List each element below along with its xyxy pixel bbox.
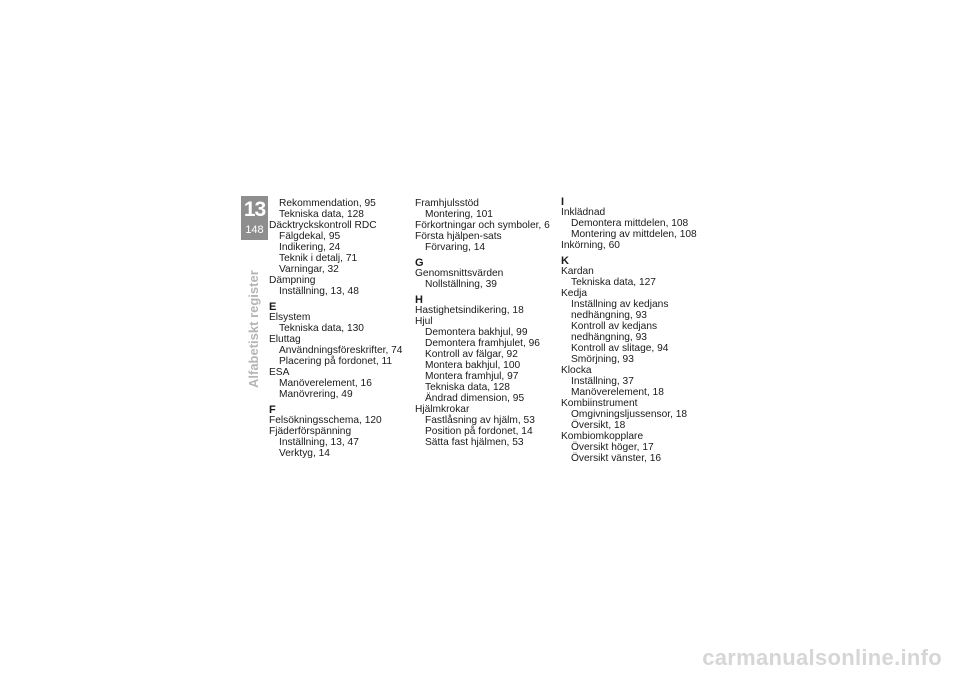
index-subentry: Montera bakhjul, 100 [425,360,521,371]
index-subentry: Manövrering, 49 [279,389,353,400]
index-entry: ESA [269,367,290,378]
index-entry: Hastighetsindikering, 18 [415,305,524,316]
index-subentry: Demontera mittdelen, 108 [571,218,689,229]
index-entry: Hjul [415,316,433,327]
page-number: 148 [245,224,264,236]
index-entry: Klocka [561,365,592,376]
index-subentry: Nollställning, 39 [425,279,497,290]
index-subentry: nedhängning, 93 [571,310,647,321]
index-subentry: Sätta fast hjälmen, 53 [425,437,524,448]
index-subentry: Tekniska data, 128 [425,382,510,393]
index-subentry: Rekommendation, 95 [279,198,376,209]
index-subentry: Manöverelement, 18 [571,387,664,398]
index-letter-heading: I [561,196,565,208]
index-subentry: Omgivningsljussensor, 18 [571,409,688,420]
index-subentry: Inställning av kedjans [571,299,669,310]
index-entry: Framhjulsstöd [415,198,479,209]
index-subentry: Montering av mittdelen, 108 [571,229,697,240]
index-entry: Genomsnittsvärden [415,268,504,279]
index-subentry: Demontera bakhjul, 99 [425,327,528,338]
index-column-3 [561,198,701,464]
index-letter-heading: G [415,257,424,269]
index-subentry: Montera framhjul, 97 [425,371,519,382]
index-subentry: Tekniska data, 130 [279,323,364,334]
index-subentry: Position på fordonet, 14 [425,426,533,437]
index-entry: Förkortningar och symboler, 6 [415,220,550,231]
index-entry: Inklädnad [561,207,606,218]
index-column-1 [269,198,409,459]
index-subentry: Användningsföreskrifter, 74 [279,345,403,356]
index-subentry: nedhängning, 93 [571,332,647,343]
index-letter-heading: H [415,294,423,306]
index-subentry: Fälgdekal, 95 [279,231,341,242]
index-letter-heading: F [269,404,276,416]
index-subentry: Demontera framhjulet, 96 [425,338,540,349]
index-entry: Eluttag [269,334,301,345]
index-subentry: Indikering, 24 [279,242,341,253]
index-subentry: Manöverelement, 16 [279,378,372,389]
index-subentry: Tekniska data, 128 [279,209,364,220]
index-subentry: Översikt, 18 [571,420,626,431]
index-entry: Dämpning [269,275,316,286]
index-subentry: Inställning, 37 [571,376,634,387]
index-entry: Felsökningsschema, 120 [269,415,382,426]
index-subentry: Varningar, 32 [279,264,339,275]
index-entry: Första hjälpen-sats [415,231,502,242]
index-subentry: Inställning, 13, 48 [279,286,359,297]
index-subentry: Inställning, 13, 47 [279,437,359,448]
index-subentry: Fastlåsning av hjälm, 53 [425,415,535,426]
chapter-number: 13 [243,198,266,221]
index-entry: Hjälmkrokar [415,404,470,415]
index-entry: Kardan [561,266,594,277]
index-entry: Inkörning, 60 [561,240,620,251]
index-subentry: Översikt höger, 17 [571,442,654,453]
index-subentry: Kontroll av fälgar, 92 [425,349,518,360]
index-subentry: Ändrad dimension, 95 [425,393,525,404]
index-entry: Fjäderförspänning [269,426,352,437]
index-subentry: Översikt vänster, 16 [571,453,662,464]
index-subentry: Smörjning, 93 [571,354,634,365]
index-entry: Kombiomkopplare [561,431,644,442]
index-entry: Kedja [561,288,588,299]
index-subentry: Placering på fordonet, 11 [279,356,393,367]
chapter-tab [241,196,268,240]
index-column-2 [415,198,555,448]
index-subentry: Kontroll av kedjans [571,321,658,332]
index-entry: Däcktryckskontroll RDC [269,220,377,231]
index-subentry: Tekniska data, 127 [571,277,656,288]
index-subentry: Montering, 101 [425,209,493,220]
watermark: carmanualsonline.info [702,645,942,670]
index-subentry: Verktyg, 14 [279,448,330,459]
index-letter-heading: E [269,301,277,313]
chapter-title: Alfabetiskt register [246,270,261,388]
index-subentry: Kontroll av slitage, 94 [571,343,669,354]
index-subentry: Teknik i detalj, 71 [279,253,358,264]
index-letter-heading: K [561,255,569,267]
index-subentry: Förvaring, 14 [425,242,486,253]
index-entry: Elsystem [269,312,311,323]
index-entry: Kombiinstrument [561,398,638,409]
